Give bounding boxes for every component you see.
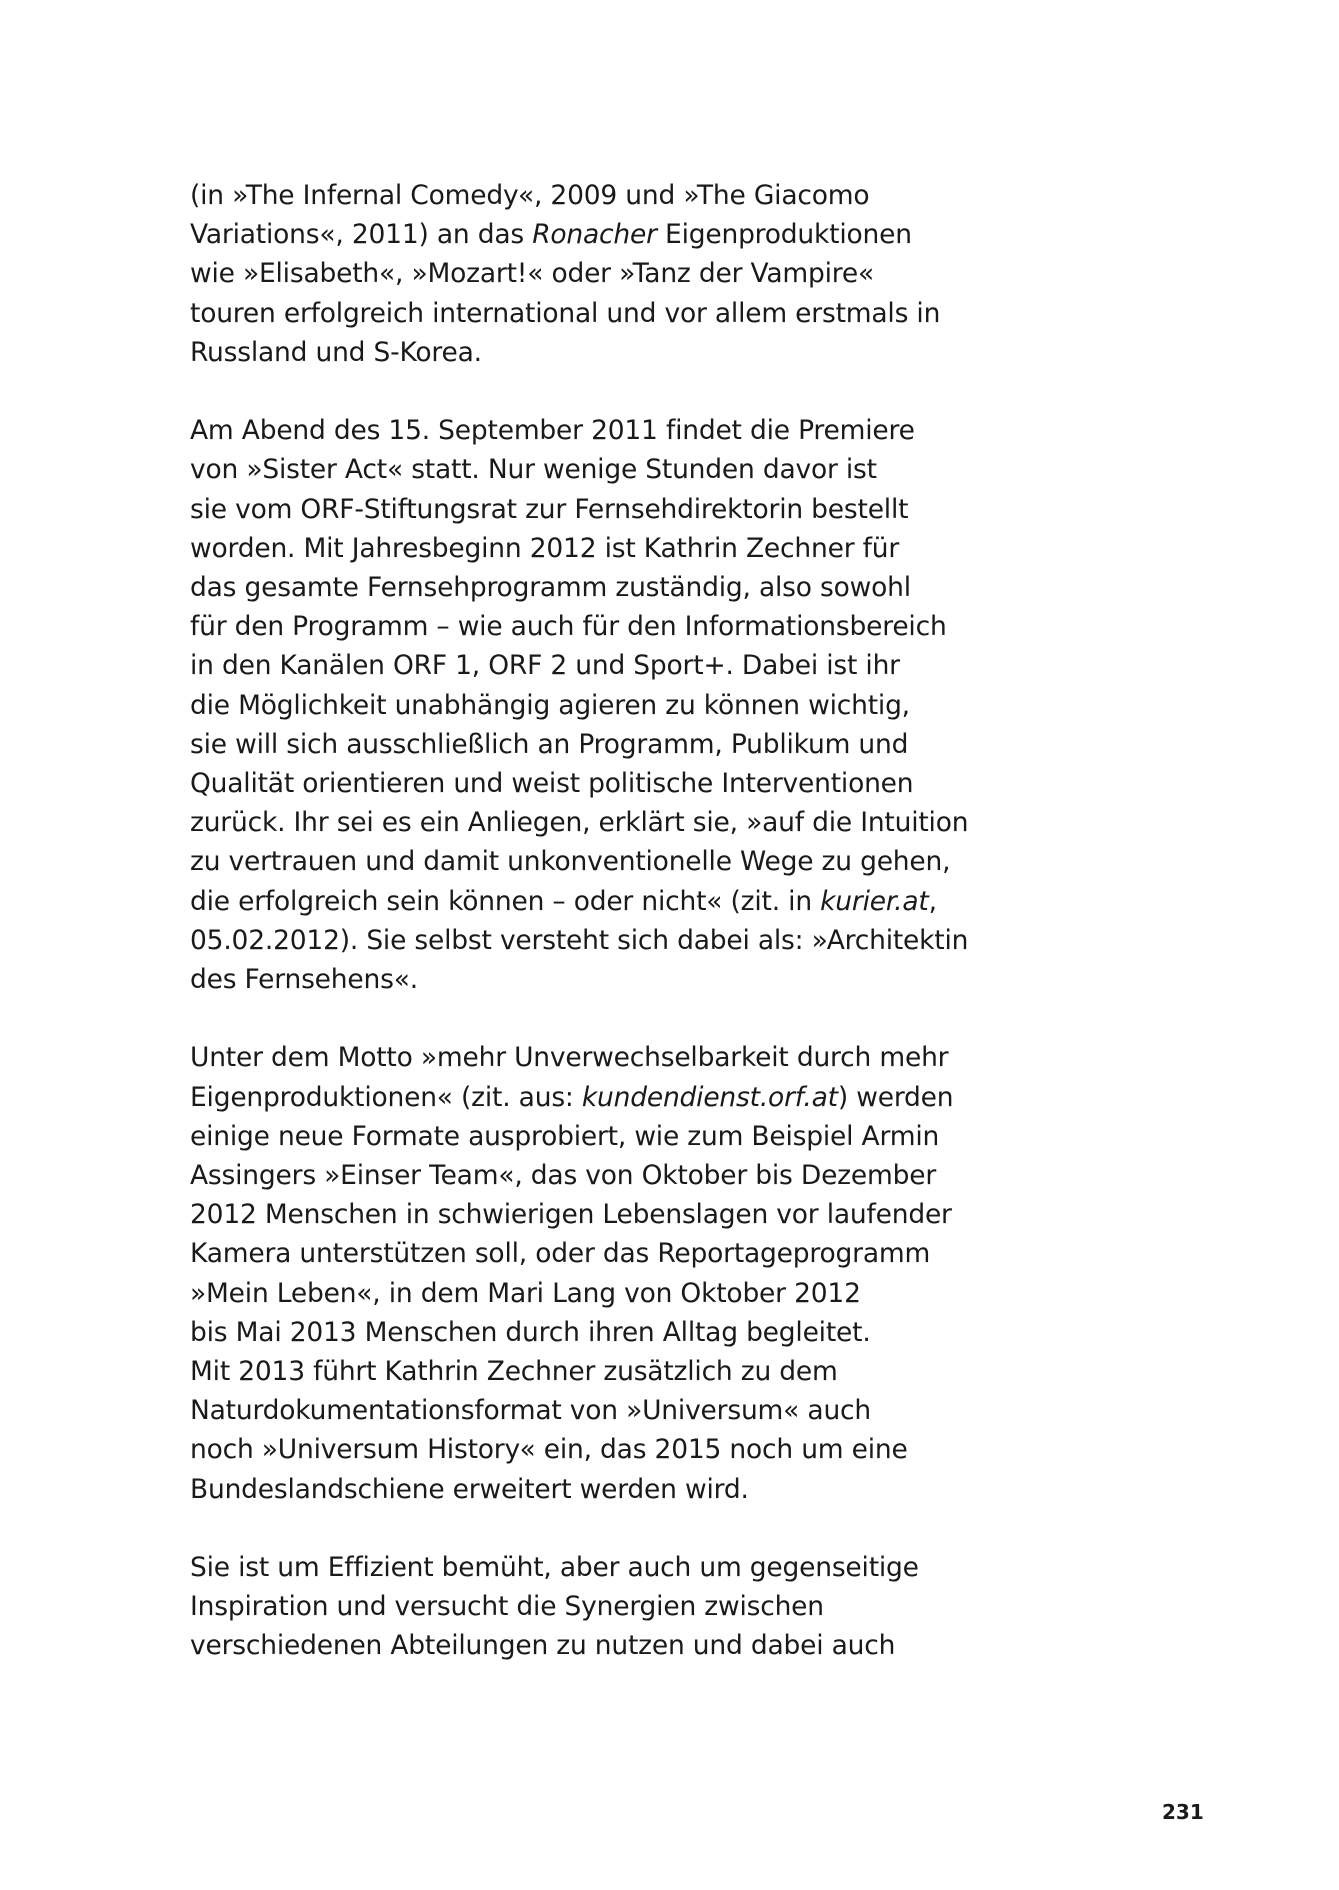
- text-line: [190, 1195, 970, 1234]
- text-line: [190, 803, 970, 842]
- text-run: die Möglichkeit unabhängig agieren zu können wichtig,: [190, 689, 910, 721]
- text-run: des Fernsehens«.: [190, 964, 418, 996]
- text-line: [190, 1117, 970, 1156]
- text-line: [190, 450, 970, 489]
- text-run: Mit 2013 führt Kathrin Zechner zusätzlich zu dem: [190, 1356, 838, 1388]
- text-run: noch »Universum History« ein, das 2015 noch um eine: [190, 1434, 908, 1466]
- paragraph: [190, 1548, 970, 1666]
- text-run: Variations«, 2011) an das: [190, 219, 533, 251]
- text-run: worden. Mit Jahresbeginn 2012 ist Kathrin Zechner für: [190, 532, 900, 564]
- text-line: [190, 1587, 970, 1626]
- text-run: zu vertrauen und damit unkonventionelle Wege zu gehen,: [190, 846, 951, 878]
- text-line: [190, 725, 970, 764]
- text-line: [190, 294, 970, 333]
- text-line: [190, 176, 970, 215]
- text-run: Inspiration und versucht die Synergien zwischen: [190, 1591, 824, 1623]
- text-run: Qualität orientieren und weist politische Interventionen: [190, 768, 914, 800]
- text-line: [190, 842, 970, 881]
- text-line: [190, 1313, 970, 1352]
- text-run: »Mein Leben«, in dem Mari Lang von Oktober 2012: [190, 1277, 861, 1309]
- text-line: [190, 254, 970, 293]
- text-line: [190, 1548, 970, 1587]
- text-line: [190, 490, 970, 529]
- text-run: das gesamte Fernsehprogramm zuständig, also sowohl: [190, 572, 911, 604]
- text-run: bis Mai 2013 Menschen durch ihren Alltag begleitet.: [190, 1316, 871, 1348]
- text-line: [190, 960, 970, 999]
- text-line: [190, 215, 970, 254]
- text-line: [190, 882, 970, 921]
- text-line: [190, 1274, 970, 1313]
- text-line: [190, 1352, 970, 1391]
- text-run: sie vom ORF-Stiftungsrat zur Fernsehdirektorin bestellt: [190, 493, 909, 525]
- text-line: [190, 411, 970, 450]
- text-run: Am Abend des 15. September 2011 findet die Premiere: [190, 415, 915, 447]
- text-run: die erfolgreich sein können – oder nicht« (zit. in: [190, 885, 821, 917]
- text-run: Sie ist um Effizient bemüht, aber auch um gegenseitige: [190, 1552, 919, 1584]
- text-run: Unter dem Motto »mehr Unverwechselbarkeit durch mehr: [190, 1042, 949, 1074]
- text-run: Eigenproduktionen: [656, 219, 912, 251]
- text-line: [190, 1038, 970, 1077]
- text-line: [190, 607, 970, 646]
- text-line: [190, 764, 970, 803]
- text-line: [190, 1626, 970, 1665]
- text-run: Naturdokumentationsformat von »Universum« auch: [190, 1395, 872, 1427]
- text-run: 2012 Menschen in schwierigen Lebenslagen vor laufender: [190, 1199, 952, 1231]
- text-run: ,: [928, 885, 937, 917]
- text-run: Russland und S-Korea.: [190, 336, 482, 368]
- text-line: [190, 1470, 970, 1509]
- text-line: [190, 646, 970, 685]
- text-run: einige neue Formate ausprobiert, wie zum Beispiel Armin: [190, 1120, 940, 1152]
- text-run: sie will sich ausschließlich an Programm, Publikum und: [190, 728, 909, 760]
- text-run: Bundeslandschiene erweitert werden wird.: [190, 1473, 749, 1505]
- text-line: [190, 1078, 970, 1117]
- paragraph: [190, 1038, 970, 1508]
- text-line: [190, 686, 970, 725]
- text-line: [190, 1156, 970, 1195]
- text-run: verschiedenen Abteilungen zu nutzen und dabei auch: [190, 1630, 896, 1662]
- text-line: [190, 333, 970, 372]
- text-run: touren erfolgreich international und vor allem erstmals in: [190, 297, 941, 329]
- italic-text: kurier.at: [820, 885, 929, 917]
- page-number: 231: [1162, 1800, 1204, 1824]
- paragraph: [190, 176, 970, 372]
- text-run: Assingers »Einser Team«, das von Oktober bis Dezember: [190, 1160, 937, 1192]
- text-run: für den Programm – wie auch für den Informationsbereich: [190, 611, 947, 643]
- text-line: [190, 568, 970, 607]
- text-run: in den Kanälen ORF 1, ORF 2 und Sport+. Dabei ist ihr: [190, 650, 900, 682]
- body-text: [190, 176, 970, 1705]
- text-run: wie »Elisabeth«, »Mozart!« oder »Tanz der Vampire«: [190, 258, 875, 290]
- text-run: (in »The Infernal Comedy«, 2009 und »The Giacomo: [190, 180, 870, 211]
- text-run: ) werden: [837, 1081, 954, 1113]
- italic-text: kundendienst.orf.at: [581, 1081, 838, 1113]
- text-line: [190, 1234, 970, 1273]
- text-line: [190, 529, 970, 568]
- text-run: Kamera unterstützen soll, oder das Reportageprogramm: [190, 1238, 931, 1270]
- text-line: [190, 1391, 970, 1430]
- paragraph: [190, 411, 970, 999]
- text-run: 05.02.2012). Sie selbst versteht sich dabei als: »Architektin: [190, 924, 969, 956]
- text-line: [190, 921, 970, 960]
- italic-text: Ronacher: [532, 219, 657, 251]
- text-run: von »Sister Act« statt. Nur wenige Stunden davor ist: [190, 454, 877, 486]
- text-line: [190, 1430, 970, 1469]
- text-run: zurück. Ihr sei es ein Anliegen, erklärt sie, »auf die Intuition: [190, 807, 969, 839]
- text-run: Eigenproduktionen« (zit. aus:: [190, 1081, 582, 1113]
